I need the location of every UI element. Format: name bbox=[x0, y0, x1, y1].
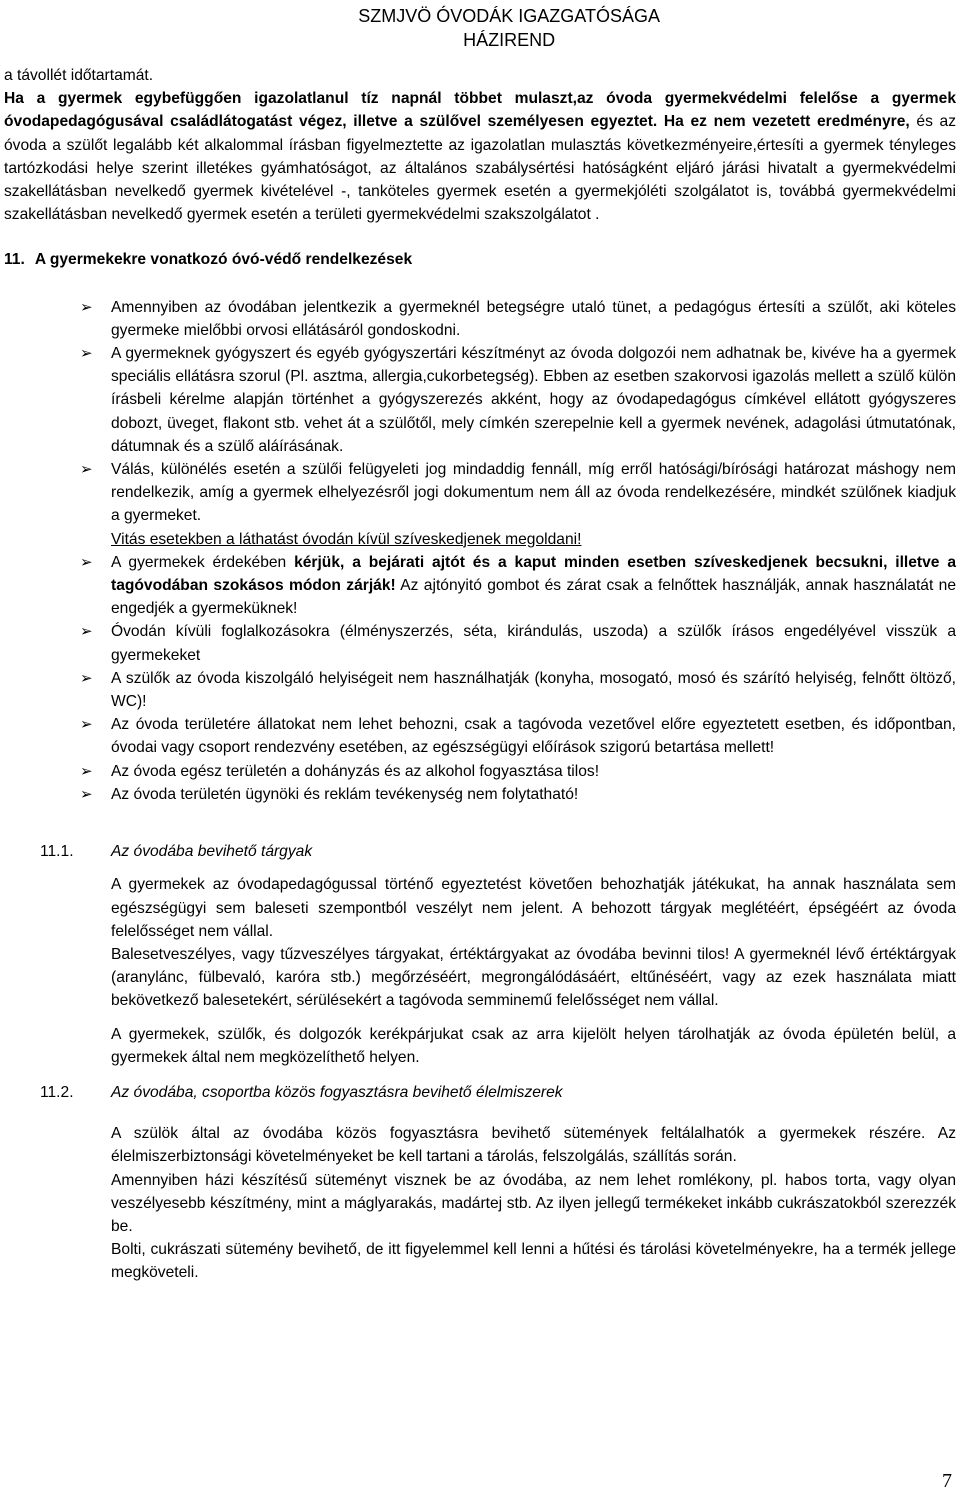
list-item: ➢ Óvodán kívüli foglalkozásokra (élményszerzés, séta, kirándulás, uszoda) a szülők írásos engedélyével visszük a gyermekeket bbox=[0, 620, 960, 666]
bullet-list-2 bbox=[0, 551, 960, 806]
arrow-bullet-icon: ➢ bbox=[80, 716, 93, 734]
intro-line: a távollét időtartamát. bbox=[4, 67, 154, 84]
page-header bbox=[358, 4, 660, 52]
paragraph: A gyermekek, szülők, és dolgozók kerékpárjukat csak az arra kijelölt helyen tárolhatják az óvoda épületén belül, a gyermekek által nem megközelíthető helyen. bbox=[111, 1025, 956, 1066]
intro-rest: és az óvoda a szülőt legalább két alkalommal írásban figyelmeztette az igazolatlan mulasztás következményeire,értesíti a gyermek tényleges tartózkodási helye szerint illetékes gyámhatóságot, az általános szabálysértési hatóságként eljáró járási hivatalt a gyermekvédelmi szakellátásban nevelkedő gyermek kivételével -, tanköteles gyermek esetén a gyermekjóléti szolgálatot is, továbbá gyermekvédelmi szakellátásban nevelkedő gyermek esetén a területi gyermekvédelmi szakszolgálatot . bbox=[4, 113, 957, 224]
list-item: ➢ A gyermekek érdekében kérjük, a bejárati ajtót és a kaput minden esetben szíveskedjenek becsukni, illetve a tagóvodában szokásos módon zárják! Az ajtónyitó gombot és zárat csak a felnőttek használják, annak használatát ne engedjék a gyermeküknek! bbox=[0, 551, 960, 621]
page-number: 7 bbox=[942, 1470, 952, 1492]
bullet-list bbox=[0, 296, 960, 528]
paragraph: Bolti, cukrászati sütemény bevihető, de itt figyelemmel kell lenni a hűtési és tárolási követelményekre, ha a termék jellege megköveteli. bbox=[111, 1241, 956, 1282]
list-item: ➢ Az óvoda területén ügynöki és reklám tevékenység nem folytatható! bbox=[0, 783, 960, 806]
list-item: ➢ A szülők az óvoda kiszolgáló helyiségeit nem használhatják (konyha, mosogató, mosó és szárító helyiség, felnőtt öltöző, WC)! bbox=[0, 667, 960, 713]
section-11-2-heading bbox=[0, 1081, 960, 1104]
header-document-title: HÁZIREND bbox=[463, 30, 556, 50]
intro-bold: Ha a gyermek egybefüggően igazolatlanul tíz napnál többet mulaszt,az óvoda gyermekvédelmi felelőse a gyermek óvodapedagógusával családlátogatást végez, illetve a szülővel személyesen egyeztet. Ha ez nem vezetett eredményre, bbox=[4, 90, 956, 131]
page-body bbox=[0, 64, 960, 1285]
paragraph: A szülök által az óvodába közös fogyasztásra bevihető sütemények feltálalhatók a gyermekek részére. Az élelmiszerbiztonsági követelményeket be kell tartani a tárolás, felszolgálás, szállítás során. bbox=[111, 1125, 956, 1166]
arrow-bullet-icon: ➢ bbox=[80, 298, 93, 316]
list-item: ➢ Az óvoda egész területén a dohányzás és az alkohol fogyasztása tilos! bbox=[0, 760, 960, 783]
section-11-heading bbox=[4, 248, 960, 271]
subsection-number: 11.1. bbox=[40, 843, 74, 861]
list-item: ➢ Válás, különélés esetén a szülői felügyeleti jog mindaddig fennáll, míg erről hatósági/bírósági határozat máshogy nem rendelkezik, amíg a gyermek elhelyezésről jogi dokumentum nem áll az óvoda rendelkezésére, mindkét szülőnek kiadjuk a gyermeket. bbox=[0, 458, 960, 528]
arrow-bullet-icon: ➢ bbox=[80, 553, 93, 571]
underlined-note: Vitás esetekben a láthatást óvodán kívül szíveskedjenek megoldani! bbox=[111, 530, 582, 548]
section-11-1-heading bbox=[0, 840, 960, 863]
intro-paragraph bbox=[4, 87, 956, 226]
arrow-bullet-icon: ➢ bbox=[80, 461, 93, 479]
section-11-1-body bbox=[0, 873, 960, 1069]
paragraph: Amennyiben házi készítésű süteményt visznek be az óvodába, az nem lehet romlékony, pl. habos torta, vagy olyan veszélyesebb készítmény, mint a máglyarakás, madártej stb. Az ilyen jellegű termékeket inkább cukrászatokból szerezzék be. bbox=[111, 1171, 956, 1235]
arrow-bullet-icon: ➢ bbox=[80, 669, 93, 687]
subsection-number: 11.2. bbox=[40, 1083, 74, 1101]
header-institution: SZMJVÖ ÓVODÁK IGAZGATÓSÁGA bbox=[358, 6, 660, 26]
section-title: A gyermekekre vonatkozó óvó-védő rendelkezések bbox=[34, 251, 413, 269]
list-item: ➢ Amennyiben az óvodában jelentkezik a gyermeknél betegségre utaló tünet, a pedagógus értesíti a szülőt, aki köteles gyermeke mielőbbi orvosi ellátásáról gondoskodni. bbox=[0, 296, 960, 342]
arrow-bullet-icon: ➢ bbox=[80, 785, 93, 803]
section-11-2-body bbox=[0, 1122, 960, 1284]
arrow-bullet-icon: ➢ bbox=[80, 623, 93, 641]
subsection-title: Az óvodába bevihető tárgyak bbox=[111, 843, 313, 861]
intro-block bbox=[0, 64, 960, 226]
arrow-bullet-icon: ➢ bbox=[80, 345, 93, 363]
list-item: ➢ Az óvoda területére állatokat nem lehet behozni, csak a tagóvoda vezetővel előre egyeztetett esetben, és időpontban, óvodai vagy csoport rendezvény esetében, az egészségügyi előírások szigorú betartása mellett! bbox=[0, 713, 960, 759]
arrow-bullet-icon: ➢ bbox=[80, 762, 93, 780]
section-number: 11. bbox=[4, 251, 25, 269]
list-item: ➢ A gyermeknek gyógyszert és egyéb gyógyszertári készítményt az óvoda dolgozói nem adhatnak be, kivéve ha a gyermek speciális ellátásra szorul (Pl. asztma, allergia,cukorbetegség). Ebben az esetben szakorvosi igazolás mellett a szülő külön írásbeli kérelme alapján történhet a gyógyszerezés akként, hogy az óvodapedagógus címkével ellátott gyógyszeres dobozt, üveget, flakont stb. vehet át a szülőtől, mely címkén szerepelnie kell a gyermek nevének, adagolási útmutatónak, dátumnak és a szülő aláírásának. bbox=[0, 342, 960, 458]
paragraph: Balesetveszélyes, vagy tűzveszélyes tárgyakat, értéktárgyakat az óvodába bevinni tilos! A gyermeknél lévő értéktárgyak (aranylánc, fülbevaló, karóra stb.) megőrzéséért, megrongálódásáért, eltűnéséért, vagy az ezek használata miatt bekövetkező balesetekért, sérülésekért a tagóvoda semminemű felelősséget nem vállal. bbox=[111, 945, 956, 1010]
paragraph: A gyermekek az óvodapedagógussal történő egyeztetést követően behozhatják játékukat, ha annak használata sem egészségügyi sem baleseti szempontból veszélyt nem jelent. A behozott tárgyak meglétéért, épségéért az óvoda felelősséget nem vállal. bbox=[111, 876, 956, 940]
subsection-title: Az óvodába, csoportba közös fogyasztásra bevihető élelmiszerek bbox=[111, 1083, 563, 1101]
